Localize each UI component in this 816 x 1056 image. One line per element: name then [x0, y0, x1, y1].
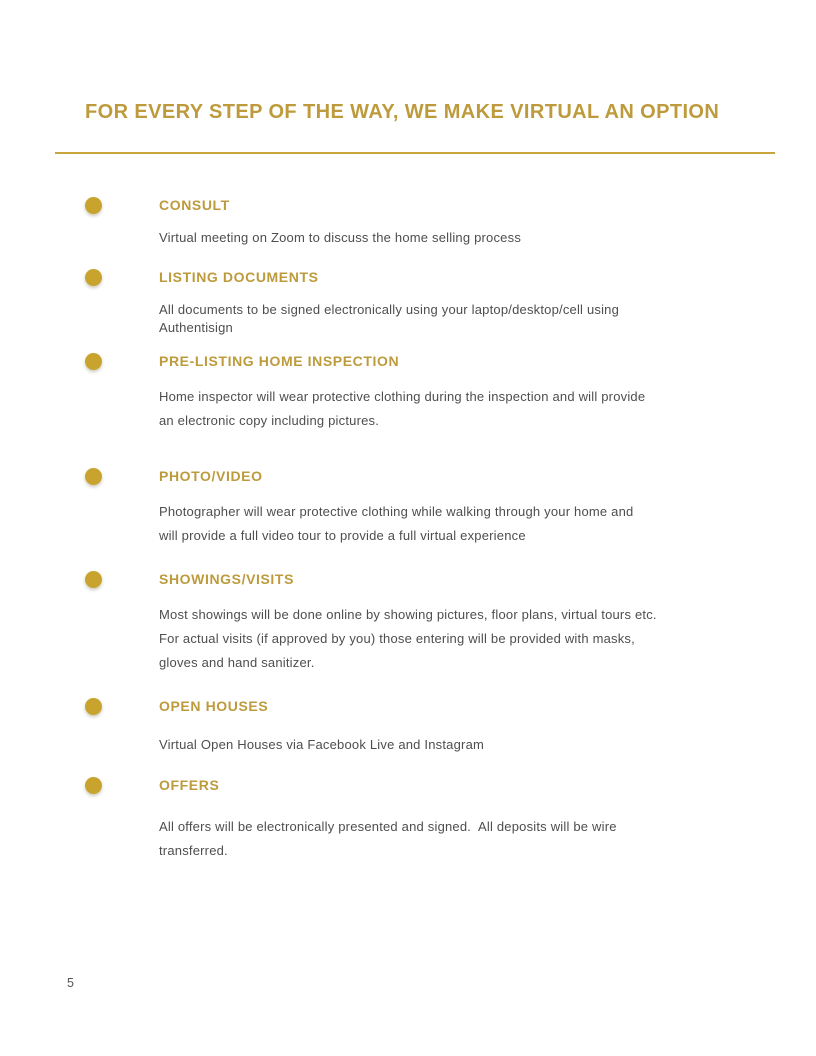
text-line: For actual visits (if approved by you) those entering will be provided with masks, — [159, 631, 635, 646]
section-text — [159, 301, 745, 337]
title-divider — [55, 152, 775, 154]
text-line: All offers will be electronically presented and signed. All deposits will be wire — [159, 819, 617, 834]
section-text — [159, 229, 745, 247]
section-heading: LISTING DOCUMENTS — [159, 269, 319, 285]
text-line: Home inspector will wear protective clothing during the inspection and will provide — [159, 389, 646, 404]
text-line: All documents to be signed electronically using your laptop/desktop/cell using — [159, 302, 620, 317]
section-open-houses — [85, 699, 745, 754]
section-listing-documents — [85, 270, 745, 337]
section-text — [159, 385, 745, 433]
section-body — [159, 469, 745, 548]
section-text — [159, 603, 745, 675]
section-heading: CONSULT — [159, 197, 230, 213]
text-line: gloves and hand sanitizer. — [159, 655, 315, 670]
section-text — [159, 736, 745, 754]
section-body — [159, 270, 745, 337]
text-line: Most showings will be done online by showing pictures, floor plans, virtual tours etc. — [159, 607, 657, 622]
section-text — [159, 500, 745, 548]
text-line: will provide a full video tour to provide a full virtual experience — [159, 528, 526, 543]
bullet-icon — [85, 468, 102, 485]
text-line: Photographer will wear protective clothing while walking through your home and — [159, 504, 634, 519]
section-heading: PHOTO/VIDEO — [159, 468, 263, 484]
page-number: 5 — [67, 976, 74, 990]
bullet-icon — [85, 698, 102, 715]
section-text — [159, 815, 745, 863]
section-pre-listing-home-inspection — [85, 354, 745, 433]
section-showings-visits — [85, 572, 745, 675]
text-line: an electronic copy including pictures. — [159, 413, 380, 428]
section-body — [159, 572, 745, 675]
bullet-icon — [85, 197, 102, 214]
section-body — [159, 699, 745, 754]
text-line: Authentisign — [159, 320, 233, 335]
page-title: FOR EVERY STEP OF THE WAY, WE MAKE VIRTUAL AN OPTION — [85, 101, 720, 123]
bullet-icon — [85, 353, 102, 370]
section-photo-video — [85, 469, 745, 548]
section-consult — [85, 198, 745, 247]
text-line: Virtual meeting on Zoom to discuss the home selling process — [159, 230, 522, 245]
section-body — [159, 354, 745, 433]
bullet-icon — [85, 777, 102, 794]
section-heading: OFFERS — [159, 777, 220, 793]
section-heading: SHOWINGS/VISITS — [159, 571, 295, 587]
text-line: Virtual Open Houses via Facebook Live and Instagram — [159, 737, 485, 752]
section-heading: PRE-LISTING HOME INSPECTION — [159, 353, 400, 369]
section-body — [159, 198, 745, 247]
bullet-icon — [85, 571, 102, 588]
section-list — [85, 198, 745, 863]
section-body — [159, 778, 745, 863]
section-heading: OPEN HOUSES — [159, 698, 269, 714]
text-line: transferred. — [159, 843, 228, 858]
bullet-icon — [85, 269, 102, 286]
section-offers — [85, 778, 745, 863]
